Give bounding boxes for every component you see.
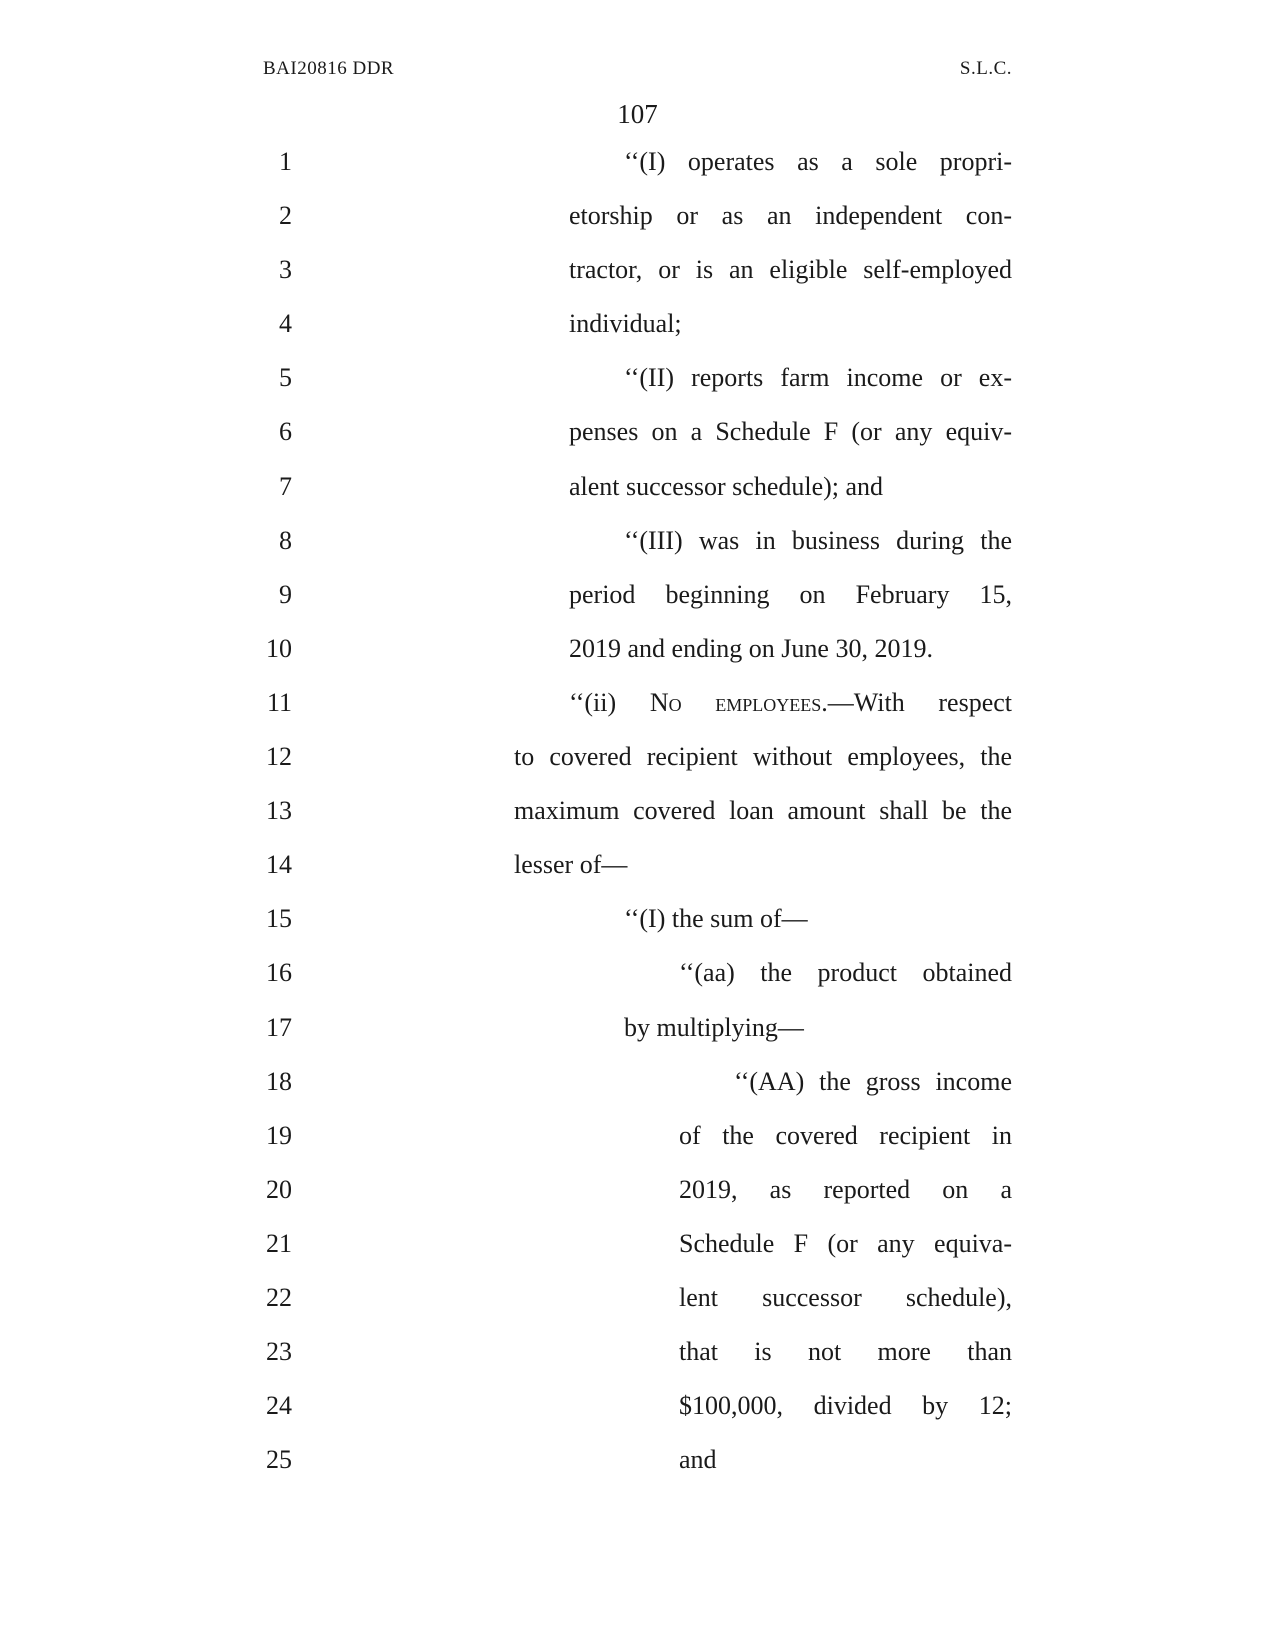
line-text: penses on a Schedule F (or any equiv- <box>569 417 1012 447</box>
line-number: 21 <box>266 1228 292 1258</box>
document-code: S.L.C. <box>959 58 1012 79</box>
line-number: 4 <box>279 309 292 339</box>
line-text: alent successor schedule); and <box>569 471 884 501</box>
line-text: ‘‘(aa) the product obtained <box>679 958 1012 988</box>
line-text: that is not more than <box>679 1337 1012 1367</box>
line-text: by multiplying— <box>624 1012 804 1042</box>
line-text: tractor, or is an eligible self-employed <box>569 255 1012 285</box>
line-number: 8 <box>279 525 292 555</box>
line-text: of the covered recipient in <box>679 1120 1012 1150</box>
text-line <box>0 198 1275 252</box>
line-number: 11 <box>266 687 292 717</box>
text-line <box>0 306 1275 360</box>
line-text: 2019, as reported on a <box>679 1174 1012 1204</box>
text-line <box>0 144 1275 198</box>
text-line <box>0 901 1275 955</box>
page-number: 107 <box>617 99 658 129</box>
line-number: 9 <box>279 579 292 609</box>
line-text: ‘‘(II) reports farm income or ex- <box>624 363 1012 393</box>
line-number: 14 <box>266 850 292 880</box>
line-text: ‘‘(I) the sum of— <box>624 904 808 934</box>
text-line <box>0 1226 1275 1280</box>
line-number: 22 <box>266 1282 292 1312</box>
line-number: 25 <box>266 1445 292 1475</box>
line-number: 1 <box>279 147 292 176</box>
text-line <box>0 469 1275 523</box>
text-line <box>0 739 1275 793</box>
line-number: 7 <box>279 471 292 501</box>
text-line <box>0 414 1275 468</box>
line-number: 19 <box>266 1120 292 1150</box>
line-number: 13 <box>266 796 292 826</box>
line-text: and <box>679 1445 717 1475</box>
line-text: lesser of— <box>514 850 628 880</box>
text-line <box>0 1280 1275 1334</box>
document-id: BAI20816 DDR <box>263 58 395 79</box>
line-number: 15 <box>266 904 292 934</box>
text-line <box>0 523 1275 577</box>
line-number: 24 <box>266 1391 292 1421</box>
text-line <box>0 1064 1275 1118</box>
heading-suffix: .—With respect <box>821 687 1012 717</box>
line-number: 12 <box>266 742 292 772</box>
text-line <box>0 685 1275 739</box>
line-number: 16 <box>266 958 292 988</box>
text-line <box>0 631 1275 685</box>
line-number: 23 <box>266 1337 292 1367</box>
text-line <box>0 847 1275 901</box>
text-line <box>0 1010 1275 1064</box>
line-number: 3 <box>279 255 292 285</box>
text-line <box>0 793 1275 847</box>
section-heading: No employees <box>649 687 822 717</box>
line-number: 6 <box>279 417 292 447</box>
line-number: 17 <box>266 1012 292 1042</box>
line-text: ‘‘(III) was in business during the <box>624 525 1012 555</box>
line-text: to covered recipient without employees, the <box>514 742 1012 772</box>
line-text: period beginning on February 15, <box>569 579 1012 609</box>
text-line <box>0 1388 1275 1442</box>
text-line <box>0 1118 1275 1172</box>
text-line <box>0 1172 1275 1226</box>
line-text: maximum covered loan amount shall be the <box>514 796 1012 826</box>
line-text: $100,000, divided by 12; <box>679 1391 1012 1421</box>
text-line <box>0 252 1275 306</box>
text-line <box>0 1442 1275 1496</box>
line-text: lent successor schedule), <box>679 1282 1012 1312</box>
line-number: 20 <box>266 1174 292 1204</box>
text-line <box>0 1334 1275 1388</box>
numbered-text-body <box>0 144 1275 1496</box>
text-line <box>0 360 1275 414</box>
line-text: ‘‘(AA) the gross income <box>734 1066 1012 1096</box>
line-text: 2019 and ending on June 30, 2019. <box>569 633 933 663</box>
line-number: 5 <box>279 363 292 393</box>
text-line <box>0 955 1275 1009</box>
line-number: 2 <box>279 201 292 231</box>
line-text: ‘‘(I) operates as a sole propri- <box>624 147 1012 176</box>
line-number: 18 <box>266 1066 292 1096</box>
line-text: individual; <box>569 309 682 339</box>
line-number: 10 <box>266 633 292 663</box>
line-text: etorship or as an independent con- <box>569 201 1012 231</box>
text-line <box>0 577 1275 631</box>
heading-prefix: ‘‘(ii) <box>569 687 650 717</box>
line-text: Schedule F (or any equiva- <box>679 1228 1012 1258</box>
section-heading-line <box>569 685 1012 721</box>
